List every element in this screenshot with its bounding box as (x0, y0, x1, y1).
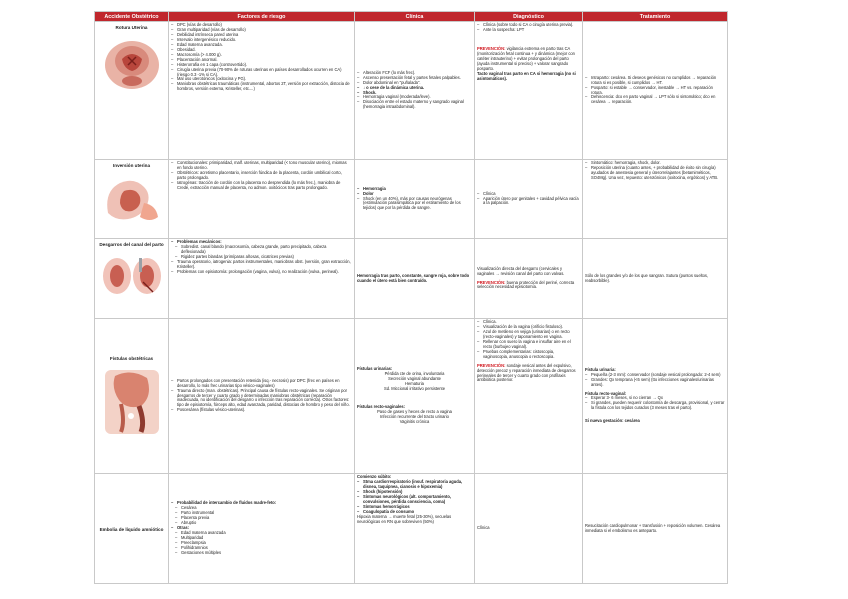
treat-text: Sólo de los grandes y/o de los que sangran. Sutura (puntos sueltos, reabsorbible). (585, 272, 709, 283)
risk-item: – Rigidez partes blandas (primíparas añosas, cicatrices previas) (171, 255, 352, 260)
cell-accidente (95, 22, 169, 160)
cell-tratamiento (583, 239, 728, 319)
clinic-item: – Síntomas hemorrágicos (357, 505, 472, 510)
clinic-item: – Dolor abdominal en "puñalada". (357, 81, 472, 86)
diag-item: – Visualización de la vagina (orificio fistuloso). (477, 325, 580, 330)
treat-rectovaginal-title: Fístula recto-vaginal: (585, 390, 627, 396)
cell-tratamiento (583, 160, 728, 239)
cell-riesgo (169, 22, 355, 160)
cell-clinica (355, 160, 475, 239)
row-embolia (95, 474, 728, 584)
header-clinica: Clínica (355, 12, 475, 22)
prevention-label: PREVENCIÓN: (477, 279, 506, 285)
uterine-rupture-illustration (100, 35, 164, 91)
fistula-illustration (101, 366, 163, 438)
risk-item: – Multiparidad (171, 536, 352, 541)
accident-name: Rotura Uterina (115, 25, 148, 30)
obstetric-accidents-table-page (94, 11, 727, 583)
cell-riesgo (169, 160, 355, 239)
clinic-item: – Síntomas neurológicos (alt. comportamiento, convulsiones, pérdida consciencia, coma) (357, 495, 472, 505)
treat-item: – Intraparto: cesárea. Si deseos genésicos no cumplidos → reparación rotura si es posible, si cumplidos → HT. (585, 76, 725, 86)
clinic-item: – ↓ o cese de la dinámica uterina. (357, 86, 472, 91)
risk-item: – Partos prolongados con presentación retenida (isq.- necrosis) por DPC (frec en países en desarrollo, lo más frec urinarias tipo vésico-vaginales) (171, 379, 352, 389)
risk-item: – Edad materna avanzada. (171, 43, 352, 48)
diag-item: – Clínica (sobre todo si CA o cirugía uterina previa). (477, 23, 580, 28)
header-riesgo: Factores de riesgo (169, 12, 355, 22)
diag-text: Visualización directa del desgarro (cervicales y vaginales → revisión canal del parto con valvas. (477, 265, 565, 276)
risk-item: – Preeclampsia (171, 541, 352, 546)
risk-item: – Placenta previa (171, 516, 352, 521)
cell-clinica (355, 22, 475, 160)
prevention-text: buena protección del periné, correcta selección necesidad episiotomía. (477, 279, 575, 290)
diag-prevention (477, 281, 580, 291)
diag-item: – Pruebas complementarias: cistoscopia, vaginoscopia, anuscopia o rectoscopia. (477, 350, 580, 360)
clinic-text: Hemorragia tras parto, constante, sangre roja, sobre todo cuando el útero está bien contraído. (357, 272, 470, 283)
risk-item: – Mal uso uterotónicos (oxitocina y PG). (171, 77, 352, 82)
risk-item: – DPC (vías de desarrollo) (171, 23, 352, 28)
cell-tratamiento (583, 474, 728, 584)
cell-riesgo (169, 239, 355, 319)
risk-item: – Polihidramnios (171, 546, 352, 551)
risk-item: – Macrosomía (> 4.000 g). (171, 53, 352, 58)
clinic-item: – Disociación entre el estado materno y sangrado vaginal (hemorragia intraabdominal). (357, 100, 472, 110)
header-accidente: Accidente Obstétrico (95, 12, 169, 22)
risk-item: – Gestaciones múltiples (171, 551, 352, 556)
risk-item: – Problemas mecánicos: (171, 240, 352, 245)
header-diagnostico: Diagnóstico (475, 12, 583, 22)
diag-item: – Ante la sospecha: LPT (477, 28, 580, 33)
treat-item: – Si grandes, pueden requerir colostomía de descarga, provisional, y cerrar la fístula con los tejidos curados (3 meses tras el parto). (585, 401, 725, 411)
treat-item: – Reposición uterina (cuanto antes, + probabilidad de éxito sin cirugía) ayudados de anestesia general y úterorrelajantes (betamiméticos, SO4Mg). Una vez, repuesto: uterotónicos (oxitocina, ergóticos) y ATB. (585, 166, 725, 181)
clinic-tail: Hipoxia materna → muerte fetal (25-30%), secuelas neurológicas en RN que sobreviven (50%) (357, 513, 452, 524)
cell-tratamiento (583, 319, 728, 474)
risk-item: – Placentación anormal. (171, 58, 352, 63)
risk-item: – Trauma operatorio, iatrogenia: partos instrumentales, maniobras obst. (versión, gran extracción, Kristeller). (171, 260, 352, 270)
treat-item: – Sintomático: hemorragia, shock, dolor. (585, 161, 725, 166)
fistula-rectovaginal-title: Fístulas recto-vaginales: (357, 404, 406, 410)
birth-canal-tear-illustration (99, 252, 165, 298)
prevention-text: vigilancia extrema en parto tras CA (monitorización fetal continua + y dinámica (mejor con catéter intrauterino) + evitar prolongación del parto (ayuda instrumental si preciso) + valorar sangrado posparto. (477, 45, 575, 71)
clinic-item: – Coagulopatía de consumo (357, 510, 472, 515)
row-fistulas (95, 319, 728, 474)
header-tratamiento: Tratamiento (583, 12, 728, 22)
diag-item: – Azul de metileno en vejiga (urinarias) o en recto (recto-vaginales) y taponamiento en vagina. (477, 330, 580, 340)
risk-item: – Sobredist. canal blando (macrosomía, cabeza grande, parto precipitado, cabeza deflexionada) (171, 245, 352, 255)
clinic-item: – Shock (hipotensión) (357, 490, 472, 495)
cell-diagnostico (475, 474, 583, 584)
risk-item: – Obstétricos: acretismo placentario, inserción fúndica de la placenta, cordón umbilical corto, parto prolongado. (171, 171, 352, 181)
risk-item: – Edad materna avanzada (171, 531, 352, 536)
diag-prevention (477, 47, 580, 72)
diag-text: Clínica (477, 525, 490, 531)
clinic-item: Paso de gases y heces de recto a vagina (377, 409, 452, 415)
risk-item: – Iatrogénas: tracción de cordón con la placenta no desprendida (lo más frec.), maniobra de Credé, extracción manual de placenta, no admon. oxitócicos tras parto prolongado. (171, 181, 352, 191)
fistula-urinary-title: Fístulas urinarias: (357, 365, 393, 371)
clinic-item: Hematuria (405, 380, 424, 386)
treat-item: – Dehiscencia: dco en parto vaginal → LPT sólo si sintomático; dco en cesárea → reparación. (585, 95, 725, 105)
treat-item: – Posparto: si estable → conservador, inestable → HT vs. reparación rotura. (585, 86, 725, 96)
uterine-inversion-illustration (100, 173, 164, 225)
treat-urinary-title: Fístula urinaria: (585, 366, 616, 372)
risk-item: – Obesidad. (171, 48, 352, 53)
cell-clinica (355, 239, 475, 319)
accident-name: Embolia de líquido amniótico (99, 526, 164, 532)
diag-item: – Aparición útero por genitales + cavidad pélvica vacía a la palpación. (477, 197, 580, 207)
risk-item: – Histerorrafia en 1 capa (controvertido). (171, 63, 352, 68)
accident-name: Inversión uterina (112, 163, 150, 168)
row-rotura-uterina (95, 22, 728, 160)
row-inversion-uterina (95, 160, 728, 239)
clinic-item: Pérdida cte de orina, involuntaria (384, 370, 445, 376)
clinic-item: Infección recurrente del tracto urinario (380, 414, 449, 420)
risk-item: – Problemas con episiotomía: prolongación (vagina, vulva), no realización (vulva, perineal). (171, 270, 352, 275)
cell-accidente (95, 239, 169, 319)
clinic-item: Vaginitis crónica (399, 419, 430, 425)
cell-accidente (95, 319, 169, 474)
row-desgarros (95, 239, 728, 319)
cell-tratamiento (583, 22, 728, 160)
clinic-item: Sd. Miccional irritativo persistente (384, 385, 445, 391)
risk-item: – Maniobras obstétricas traumáticas (instrumental, abortos 2T, versión por extracción, distocia de hombros, versión externa, Kristeller, etc....) (171, 82, 352, 92)
risk-item: – Otras: (171, 526, 352, 531)
clinic-item: – Shock. (357, 91, 472, 96)
risk-item: – Constitucionales: primiparidad, malf. uterinas, multiparidad (< tono muscular uterino), miomas en fondo uterino. (171, 161, 352, 171)
treat-new-pregnancy: Si nueva gestación: cesárea (585, 418, 640, 424)
risk-item: – Trauma directo (man. obstétricas). Principal causa de fístulas recto-vaginales. Se originan por desgarros de tercer y cuarto grado y determinadas maniobras obstétricas (reparación inadecuada, no identificación del desgarro o infección tras reparación correcta). Otros factores: tipo de episiotomía, fórceps alto, edad avanzada, paridad, distocias de hombro y peso del niño. (171, 389, 352, 409)
clinic-item: – Dolor (357, 192, 472, 197)
diag-item: – Rellenar con suero la vagina e insuflar aire en el recto (burbujeo vaginal). (477, 340, 580, 350)
risk-item: – Poscesárea (fístulas vésico-uterinas). (171, 408, 352, 413)
cell-riesgo (169, 474, 355, 584)
cell-riesgo (169, 319, 355, 474)
clinic-item: – Ascenso presentación fetal y partes fetales palpables. (357, 76, 472, 81)
clinic-item: – Hemorragia vaginal (moderada/leve). (357, 95, 472, 100)
cell-diagnostico (475, 22, 583, 160)
treat-text: Resucitación cardiopulmonar + transfusión + reposición volumen. Cesárea inmediata si el embolismo es anteparto. (585, 522, 721, 533)
clinic-item: – Shock (en un 40%), más por causas neurógenas (estimulación parasimpática por el estiramiento de los tejidos) que por la pérdida de sangre. (357, 197, 472, 212)
treat-item: – Pequeña (2-3 mm): conservador (sondaje vesical prolongado: 2-4 sem) (585, 373, 725, 378)
diag-extra: Tacto vaginal tras parto en CA si hemorragia (no si asintomáticos). (477, 70, 576, 81)
clinic-item: – Stma cardiorrespiratorio (insuf. respiratoria aguda, disnea, taquipnea, cianosis e hipoxemia) (357, 480, 472, 490)
cell-clinica (355, 319, 475, 474)
cell-diagnostico (475, 160, 583, 239)
clinic-title: Comienzo súbito: (357, 474, 392, 479)
clinic-item: – Hemorragia (357, 187, 472, 192)
clinic-item: – Alteración FCF (lo más frec). (357, 71, 472, 76)
cell-accidente (95, 160, 169, 239)
clinic-item: Secreción vaginal abundante (388, 375, 441, 381)
risk-item: – Cirugía uterina previa (70-90% de roturas uterinas en países desarrollados ocurren en CA) (riesgo 0.3 -1% si CA). (171, 68, 352, 78)
risk-item: – Cesárea (171, 506, 352, 511)
prevention-label: PREVENCIÓN: (477, 45, 506, 51)
accident-name: Desgarros del canal del parto (99, 242, 164, 247)
risk-item: – Gran multiparidad (vías de desarrollo) (171, 28, 352, 33)
cell-accidente (95, 474, 169, 584)
treat-item: – Grandes: Qx temprana (<6 sem) (tto infecciones vaginales/urinarias antes). (585, 378, 725, 388)
treat-item: – Esperar 3- 6 meses, si no cierran → Qx (585, 396, 725, 401)
cell-diagnostico (475, 239, 583, 319)
accident-name: Fístulas obstétricas (109, 356, 154, 362)
risk-item: – Parto instrumental (171, 511, 352, 516)
obstetric-accidents-table (94, 11, 728, 584)
diag-item: – Clínica (477, 192, 580, 197)
cell-clinica (355, 474, 475, 584)
table-header-row (95, 12, 728, 22)
risk-item: – Debilidad intrínseca pared uterina (171, 33, 352, 38)
prevention-text: sondaje vesical antes del expulsivo, detección precoz y reparación inmediata de desgarros perineales de tercer y cuarto grado con profilaxis antibiótica posterior. (477, 362, 576, 383)
risk-item: – Probabilidad de intercambio de fluidos madre-feto: (171, 501, 352, 506)
cell-diagnostico (475, 319, 583, 474)
risk-item: – Intervalo intergenésico reducido. (171, 38, 352, 43)
risk-item: – Abruptio (171, 521, 352, 526)
diag-prevention (477, 364, 580, 384)
diag-item: – Clínica. (477, 320, 580, 325)
prevention-label: PREVENCIÓN: (477, 362, 506, 368)
